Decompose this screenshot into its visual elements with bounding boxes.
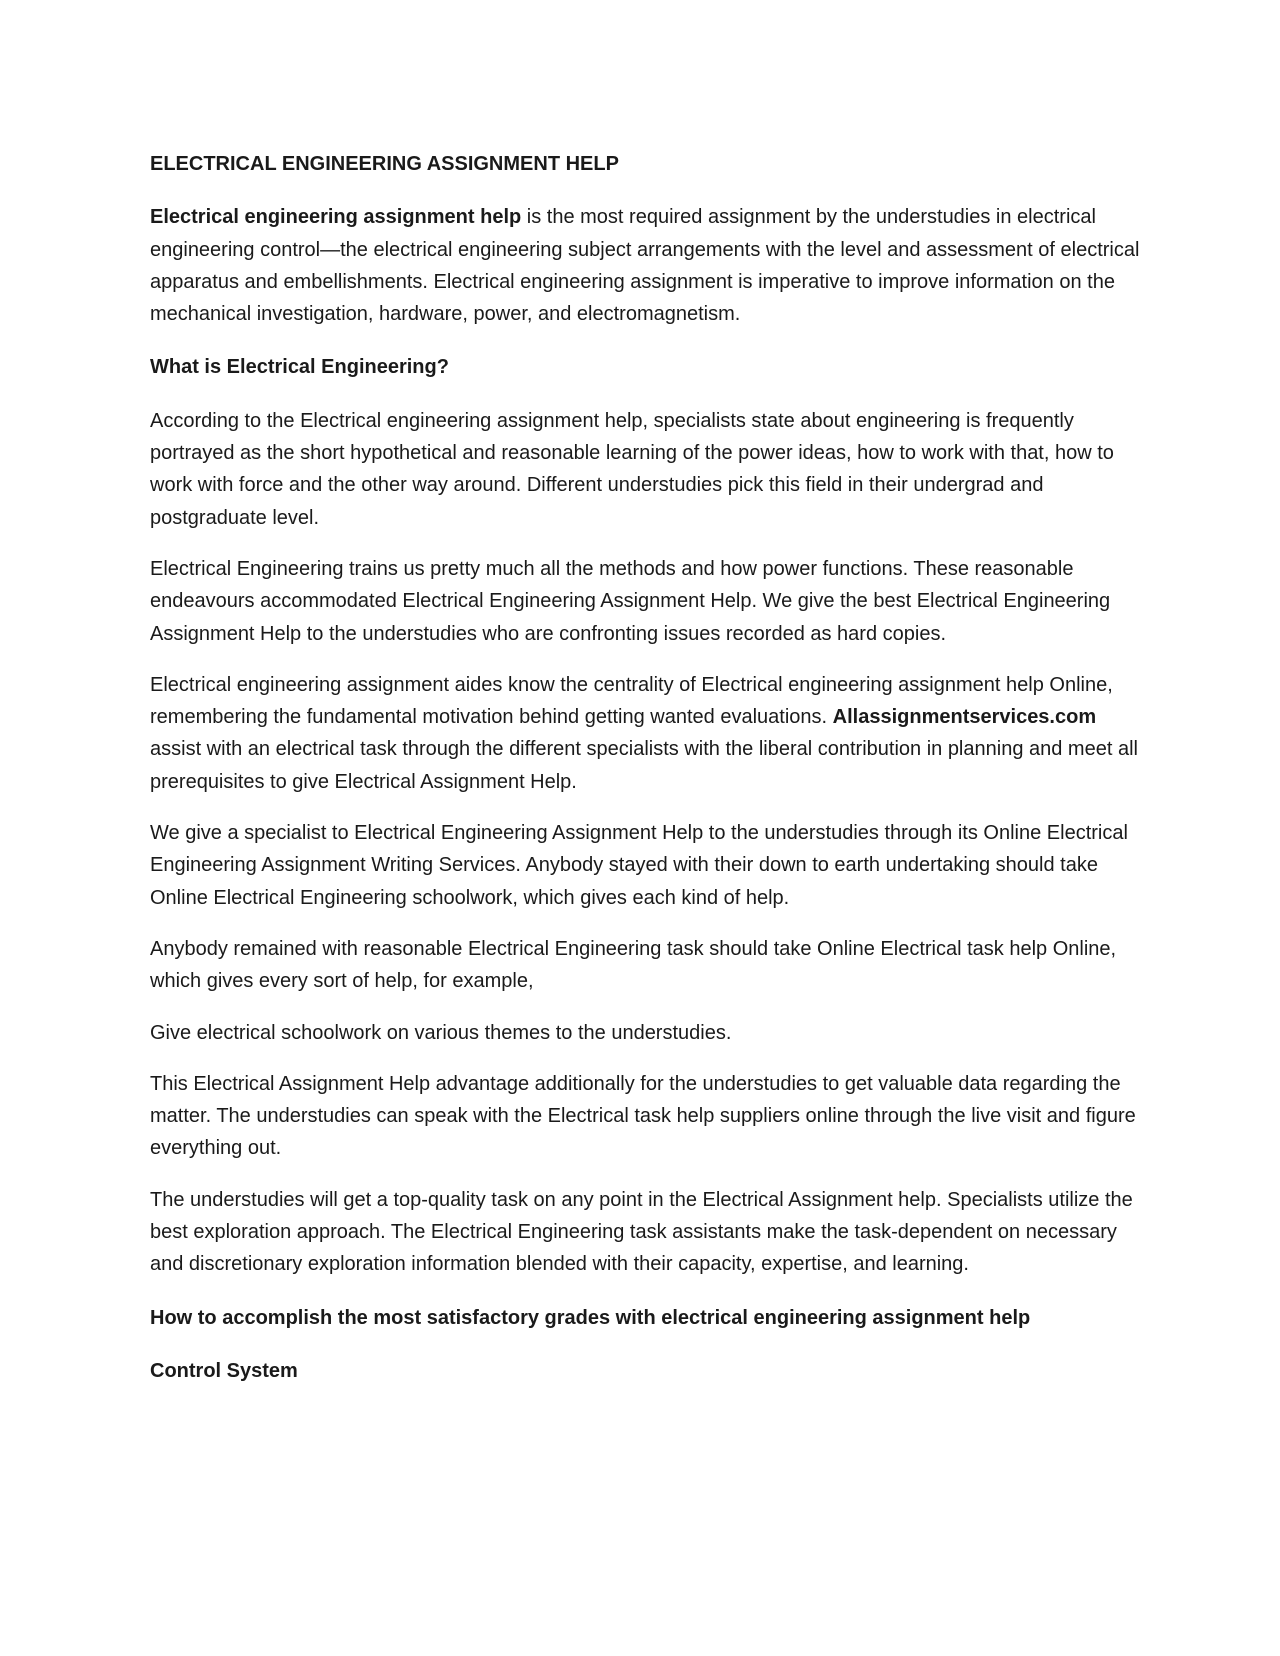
paragraph-give-schoolwork: Give electrical schoolwork on various themes to the understudies. <box>150 1021 732 1044</box>
section-heading-how-to: How to accomplish the most satisfactory grades with electrical engineering assignment help <box>150 1306 1031 1329</box>
paragraph-aides <box>150 669 1140 798</box>
document-title: ELECTRICAL ENGINEERING ASSIGNMENT HELP <box>150 153 619 175</box>
aides-text-2: assist with an electrical task through the different specialists with the liberal contribution in planning and meet all prerequisites to give Electrical Assignment Help. <box>150 738 1138 793</box>
site-name-bold: Allassignmentservices.com <box>832 706 1097 729</box>
intro-lead-bold: Electrical engineering assignment help <box>150 206 522 229</box>
section-heading-control-system: Control System <box>150 1359 298 1382</box>
paragraph-trains: Electrical Engineering trains us pretty much all the methods and how power functions. These reasonable endeavours accommodated Electrical Engineering Assignment Help. We give the best Electrical Engineering Assignment Help to the understudies who are confronting issues recorded as hard copies. <box>150 557 1111 645</box>
intro-paragraph <box>150 201 1140 330</box>
aides-text-1: Electrical engineering assignment aides know the centrality of Electrical engineering assignment help Online, remembering the fundamental motivation behind getting wanted evaluations. <box>150 673 1113 729</box>
paragraph-anybody: Anybody remained with reasonable Electrical Engineering task should take Online Electrical task help Online, which gives every sort of help, for example, <box>150 937 1117 993</box>
paragraph-advantage: This Electrical Assignment Help advantage additionally for the understudies to get valuable data regarding the matter. The understudies can speak with the Electrical task help suppliers online through the live visit and figure everything out. <box>150 1072 1136 1160</box>
paragraph-specialist: We give a specialist to Electrical Engineering Assignment Help to the understudies through its Online Electrical Engineering Assignment Writing Services. Anybody stayed with their down to earth undertaking should take Online Electrical Engineering schoolwork, which gives each kind of help. <box>150 822 1128 909</box>
intro-text: is the most required assignment by the understudies in electrical engineering control—the electrical engineering subject arrangements with the level and assessment of electrical apparatus and embellishments. Electrical engineering assignment is imperative to improve information on the mechanical investigation, hardware, power, and electromagnetism. <box>150 206 1140 326</box>
paragraph-definition: According to the Electrical engineering assignment help, specialists state about engineering is frequently portrayed as the short hypothetical and reasonable learning of the power ideas, how to work with that, how to work with force and the other way around. Different understudies pick this field in their undergrad and postgraduate level. <box>150 409 1114 529</box>
document-page <box>150 148 1140 1387</box>
paragraph-top-quality: The understudies will get a top-quality task on any point in the Electrical Assignment help. Specialists utilize the best exploration approach. The Electrical Engineering task assistants make the task-dependent on necessary and discretionary exploration information blended with their capacity, expertise, and learning. <box>150 1188 1133 1276</box>
section-heading-what-is: What is Electrical Engineering? <box>150 356 449 379</box>
